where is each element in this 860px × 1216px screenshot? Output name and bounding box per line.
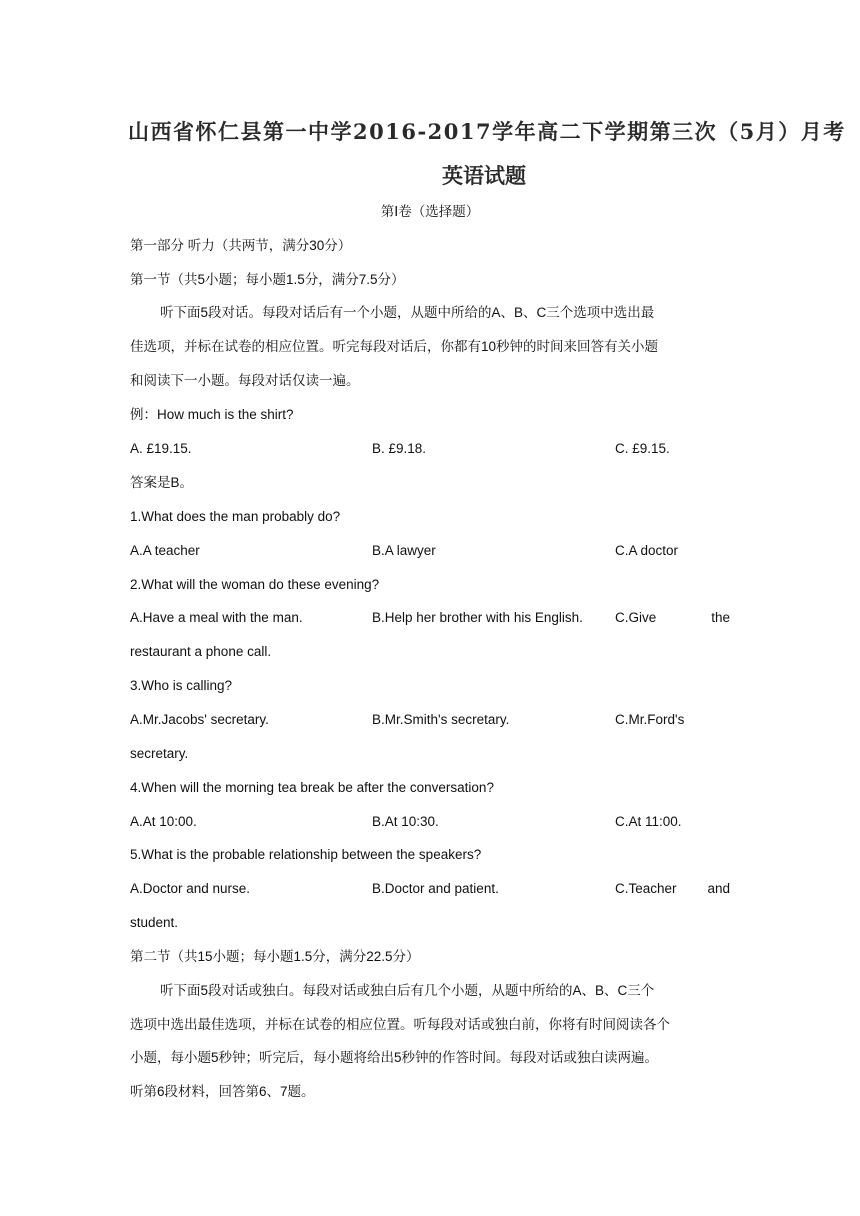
question-1: 1.What does the man probably do? — [130, 509, 341, 524]
option-c: C. £9.15. — [615, 441, 670, 456]
option-a: A.Have a meal with the man. — [130, 610, 303, 625]
option-a: A.Doctor and nurse. — [130, 881, 251, 896]
section2-instructions-line: 选项中选出最佳选项，并标在试卷的相应位置。听每段对话或独白前，你将有时间阅读各个 — [130, 1017, 670, 1032]
section2-heading: 第二节（共15小题；每小题1.5分，满分22.5分） — [130, 949, 420, 964]
section1-heading: 第一节（共5小题；每小题1.5分，满分7.5分） — [130, 272, 405, 287]
option-c: C.Mr.Ford's — [615, 712, 685, 727]
exam-title: 山西省怀仁县第一中学2016-2017学年高二下学期第三次（5月）月考 — [128, 119, 846, 144]
option-c-word: C.Teacher — [615, 881, 677, 896]
part1-heading: 第一部分 听力（共两节，满分30分） — [130, 238, 352, 253]
option-a: A.Mr.Jacobs' secretary. — [130, 712, 269, 727]
section1-instructions-line: 佳选项，并标在试卷的相应位置。听完每段对话后，你都有10秒钟的时间来回答有关小题 — [130, 339, 659, 354]
option-b: B. £9.18. — [372, 441, 427, 456]
option-c-word: and — [707, 881, 730, 896]
option-b: B.A lawyer — [372, 543, 436, 558]
option-c — [615, 608, 730, 628]
section2-instructions-line: 听下面5段对话或独白。每段对话或独白后有几个小题，从题中所给的A、B、C三个 — [160, 983, 655, 998]
option-c: C.At 11:00. — [615, 814, 682, 829]
option-c-word: C.Give — [615, 610, 657, 625]
option-b: B.Doctor and patient. — [372, 881, 499, 896]
example-answer: 答案是B。 — [130, 475, 194, 490]
option-b: B.Mr.Smith's secretary. — [372, 712, 510, 727]
option-c: C.A doctor — [615, 543, 679, 558]
option-c — [615, 879, 730, 899]
question-5-option-c-continuation: student. — [130, 915, 179, 930]
option-a: A.A teacher — [130, 543, 200, 558]
question-2: 2.What will the woman do these evening? — [130, 577, 380, 592]
section1-instructions-line: 听下面5段对话。每段对话后有一个小题，从题中所给的A、B、C三个选项中选出最 — [160, 305, 655, 320]
option-b: B.Help her brother with his English. — [372, 610, 583, 625]
volume-heading: 第Ⅰ卷（选择题） — [380, 204, 480, 219]
question-5: 5.What is the probable relationship between the speakers? — [130, 847, 482, 862]
exam-subject-title: 英语试题 — [442, 163, 526, 188]
question-2-option-c-continuation: restaurant a phone call. — [130, 644, 272, 659]
section2-instructions-line: 小题，每小题5秒钟；听完后，每小题将给出5秒钟的作答时间。每段对话或独白读两遍。 — [130, 1050, 659, 1065]
question-3-option-c-continuation: secretary. — [130, 746, 189, 761]
question-4: 4.When will the morning tea break be after the conversation? — [130, 780, 494, 795]
option-b: B.At 10:30. — [372, 814, 439, 829]
section1-instructions-line: 和阅读下一小题。每段对话仅读一遍。 — [130, 373, 360, 388]
question-3: 3.Who is calling? — [130, 678, 233, 693]
option-a: A. £19.15. — [130, 441, 192, 456]
example-question: 例：How much is the shirt? — [130, 407, 294, 422]
option-a: A.At 10:00. — [130, 814, 197, 829]
section2-instructions-line: 听第6段材料，回答第6、7题。 — [130, 1084, 315, 1099]
option-c-word: the — [711, 610, 730, 625]
